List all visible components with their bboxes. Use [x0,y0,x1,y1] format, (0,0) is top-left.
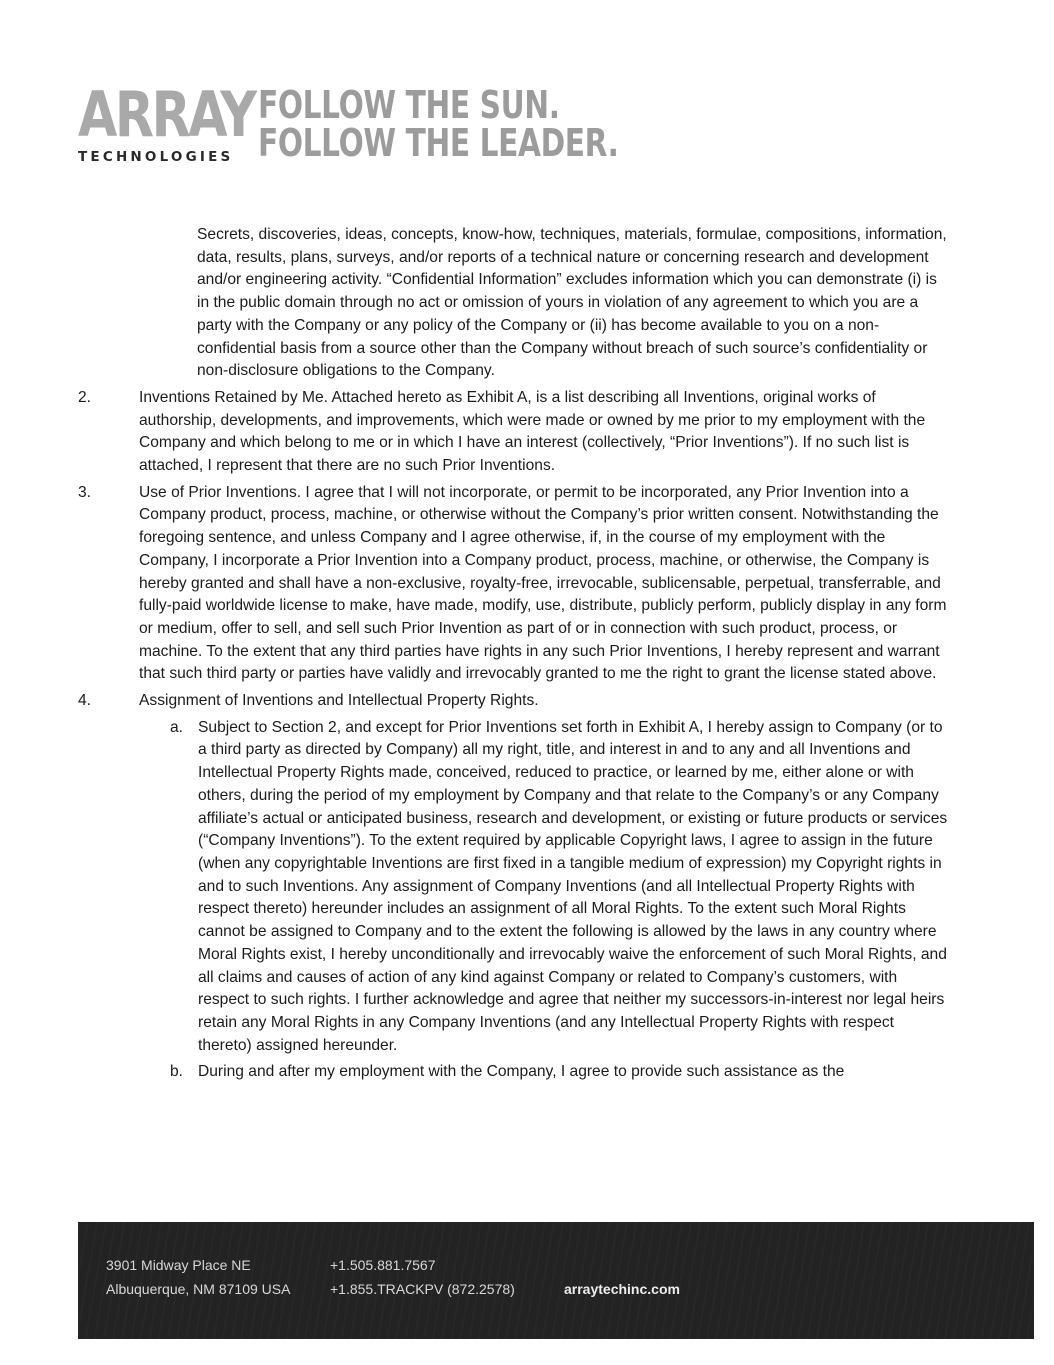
footer-address-line-2: Albuquerque, NM 87109 USA [106,1281,291,1297]
company-logo [78,78,255,165]
subclause-letter: b. [170,1063,184,1081]
clause-3 [78,482,950,686]
clause-number: 2. [78,388,92,406]
subclause-text: Subject to Section 2, and except for Prior Inventions set forth in Exhibit A, I hereby assign to Company (or to a third party as directed by Company) all my right, title, and interest in and to any and all Inventions and Intellectual Property Rights made, conceived, reduced to practice, or learned by me, either alone or with others, during the period of my employment by Company and that relate to the Company’s or any Company affiliate’s actual or anticipated business, research and development, or existing or future products or services (“Company Inventions”). To the extent required by applicable Copyright laws, I agree to assign in the future (when any copyrightable Inventions are first fixed in a tangible medium of expression) my Copyright rights in and to such Inventions. Any assignment of Company Inventions (and all Intellectual Property Rights with respect thereto) hereunder includes an assignment of all Moral Rights. To the extent such Moral Rights cannot be assigned to Company and to the extent the following is allowed by the laws in any country where Moral Rights exist, I hereby unconditionally and irrevocably waive the enforcement of such Moral Rights, and all claims and causes of action of any kind against Company or related to Company’s customers, with respect to such rights. I further acknowledge and agree that neither my successors-in-interest nor legal heirs retain any Moral Rights in any Company Inventions (and any Intellectual Property Rights with respect thereto) assigned hereunder. [198,718,948,1054]
footer-phone-2: +1.855.TRACKPV (872.2578) [330,1281,515,1297]
clause-text: Inventions Retained by Me. Attached hereto as Exhibit A, is a list describing all Inventions, original works of authorship, developments, and improvements, which were made or owned by me prior to my employment with the Company and which belong to me or in which I have an interest (collectively, “Prior Inventions”). If no such list is attached, I represent that there are no such Prior Inventions. [139,388,926,475]
clause-text: Use of Prior Inventions. I agree that I will not incorporate, or permit to be incorporated, any Prior Invention into a Company product, process, machine, or otherwise without the Company’s prior written consent. Notwithstanding the foregoing sentence, and unless Company and I agree otherwise, if, in the course of my employment with the Company, I incorporate a Prior Invention into a Company product, process, machine, or otherwise, the Company is hereby granted and shall have a non-exclusive, royalty-free, irrevocable, sublicensable, perpetual, transferrable, and fully-paid worldwide license to make, have made, modify, use, distribute, publicly perform, publicly display in any form or medium, offer to sell, and sell such Prior Invention as part of or in connection with such product, process, or machine. To the extent that any third parties have rights in any such Prior Inventions, I hereby represent and warrant that such third party or parties have validly and irrevocably granted to me the right to grant the license stated above. [139,483,947,683]
footer-address-line-1: 3901 Midway Place NE [106,1257,251,1273]
tagline [258,83,619,165]
footer-phone-1: +1.505.881.7567 [330,1257,436,1273]
footer-website: arraytechinc.com [564,1281,680,1297]
subclause-b [78,1061,950,1084]
continued-paragraph: Secrets, discoveries, ideas, concepts, know-how, techniques, materials, formulae, compositions, information, data, results, plans, surveys, and/or reports of a technical nature or concerning research and development and/or engineering activity. “Confidential Information” excludes information which you can demonstrate (i) is in the public domain through no act or omission of yours in violation of any agreement to which you are a party with the Company or any policy of the Company or (ii) has become available to you on a non-confidential basis from a source other than the Company without breach of such source’s confidentiality or non-disclosure obligations to the Company. [197,226,947,380]
logo-wordmark: ARRAY [78,78,255,151]
clause-number: 4. [78,692,92,710]
clause-2 [78,387,950,478]
clause-4 [78,690,950,713]
subclause-text: During and after my employment with the Company, I agree to provide such assistance as the [198,1063,845,1081]
tagline-line-1: FOLLOW THE SUN. [258,83,560,127]
clause-number: 3. [78,483,92,501]
subclause-letter: a. [170,718,184,736]
logo-subtitle: TECHNOLOGIES [78,149,234,165]
document-body [78,224,950,1084]
tagline-line-2: FOLLOW THE LEADER. [258,121,619,165]
footer-bar [78,1222,1034,1339]
subclause-a [78,717,950,1058]
clause-text: Assignment of Inventions and Intellectual Property Rights. [139,692,539,710]
